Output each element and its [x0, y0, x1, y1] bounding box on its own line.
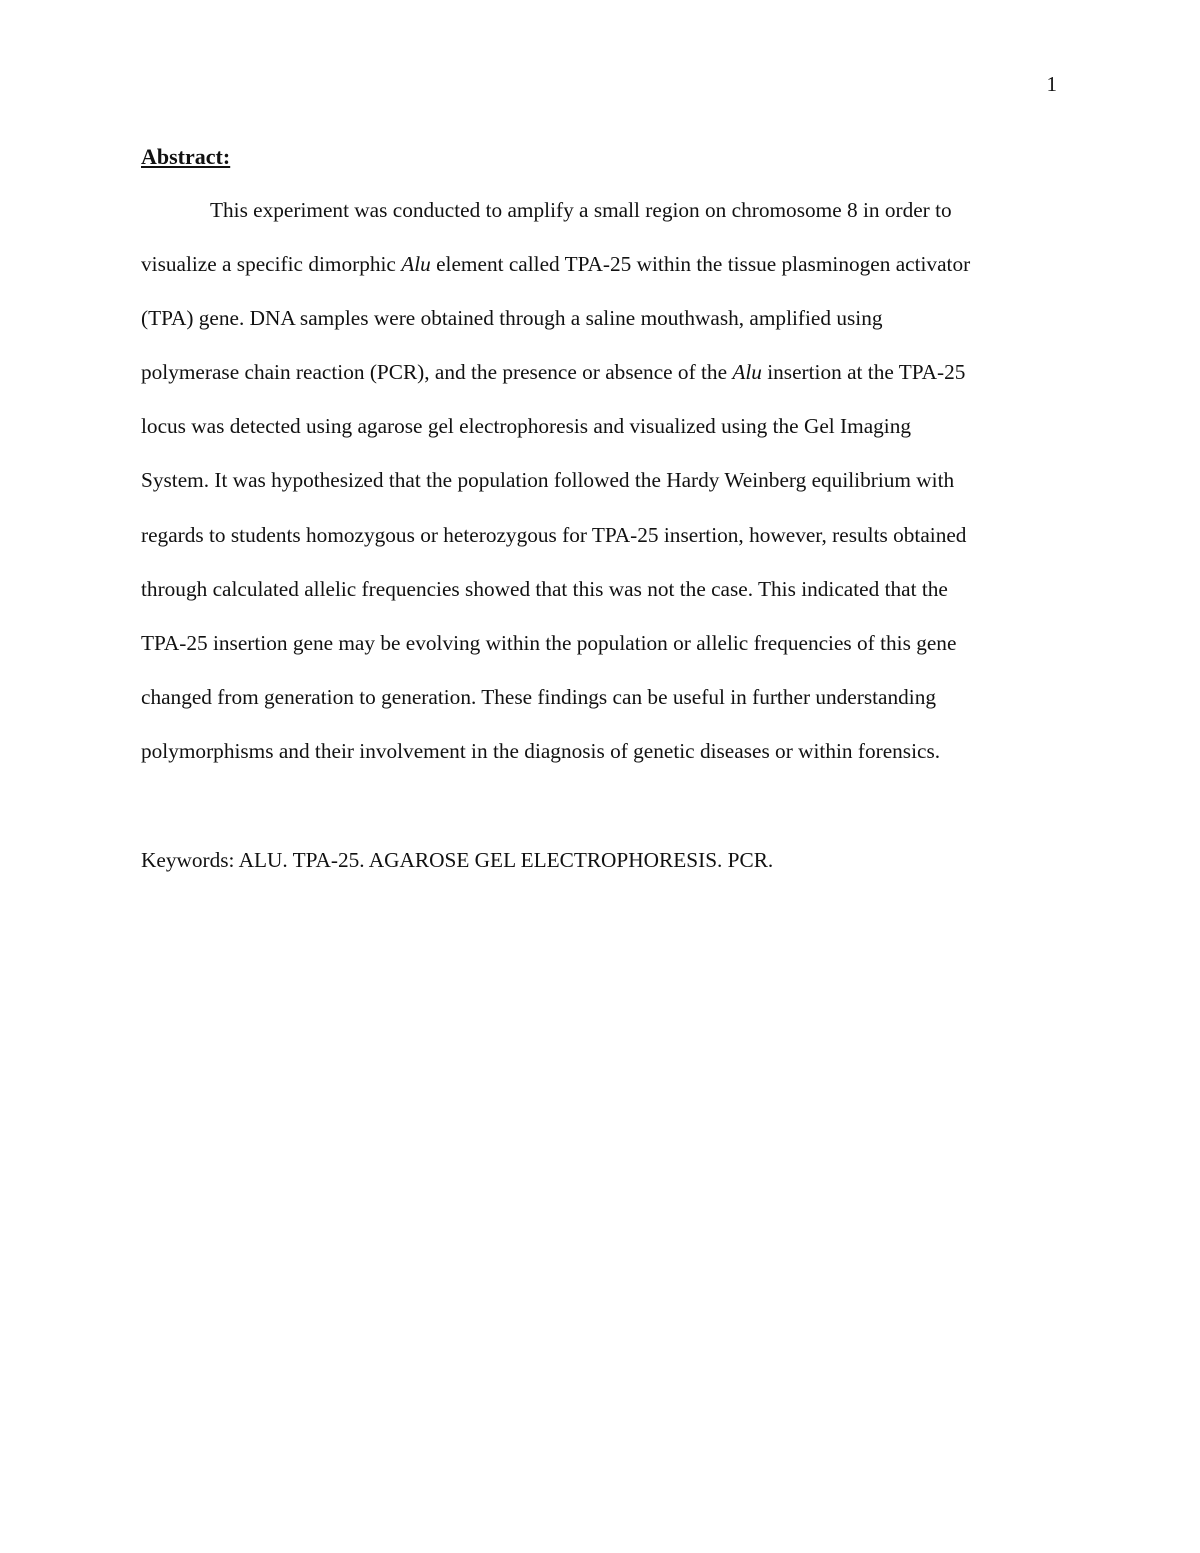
- abstract-text: polymorphisms and their involvement in the diagnosis of genetic diseases or within forensics.: [141, 738, 941, 763]
- abstract-line: [141, 345, 1059, 399]
- abstract-text: This experiment was conducted to amplify a small region on chromosome 8 in order to: [210, 198, 952, 222]
- abstract-text: TPA-25 insertion gene may be evolving within the population or allelic frequencies of this gene: [141, 630, 957, 655]
- abstract-paragraph: [141, 183, 1059, 778]
- abstract-text: element called TPA-25 within the tissue plasminogen activator: [430, 252, 971, 277]
- abstract-line: [141, 453, 1059, 507]
- abstract-line: [141, 670, 1059, 724]
- abstract-text: (TPA) gene. DNA samples were obtained through a saline mouthwash, amplified using: [141, 306, 883, 331]
- abstract-text: System. It was hypothesized that the population followed the Hardy Weinberg equilibrium with: [141, 468, 955, 493]
- keywords-line: Keywords: ALU. TPA-25. AGAROSE GEL ELECTROPHORESIS. PCR.: [141, 848, 774, 872]
- abstract-line: [141, 562, 1059, 616]
- abstract-line: [141, 183, 1059, 237]
- abstract-line: [141, 508, 1059, 562]
- abstract-line: [141, 291, 1059, 345]
- abstract-line: [141, 616, 1059, 670]
- abstract-text: insertion at the TPA-25: [761, 360, 966, 385]
- abstract-line: [141, 237, 1059, 291]
- abstract-line: [141, 724, 1059, 778]
- abstract-text: regards to students homozygous or heterozygous for TPA-25 insertion, however, results obtained: [141, 522, 967, 547]
- italic-term: Alu: [732, 360, 762, 385]
- abstract-line: [141, 399, 1059, 453]
- abstract-heading: Abstract:: [141, 144, 231, 169]
- page-number: 1: [1046, 72, 1057, 96]
- italic-term: Alu: [401, 252, 431, 277]
- abstract-text: locus was detected using agarose gel electrophoresis and visualized using the Gel Imaging: [141, 414, 912, 439]
- abstract-text: through calculated allelic frequencies showed that this was not the case. This indicated that the: [141, 576, 948, 601]
- abstract-text: polymerase chain reaction (PCR), and the presence or absence of the: [141, 360, 733, 385]
- abstract-text: visualize a specific dimorphic: [141, 252, 402, 277]
- abstract-text: changed from generation to generation. These findings can be useful in further understanding: [141, 684, 937, 709]
